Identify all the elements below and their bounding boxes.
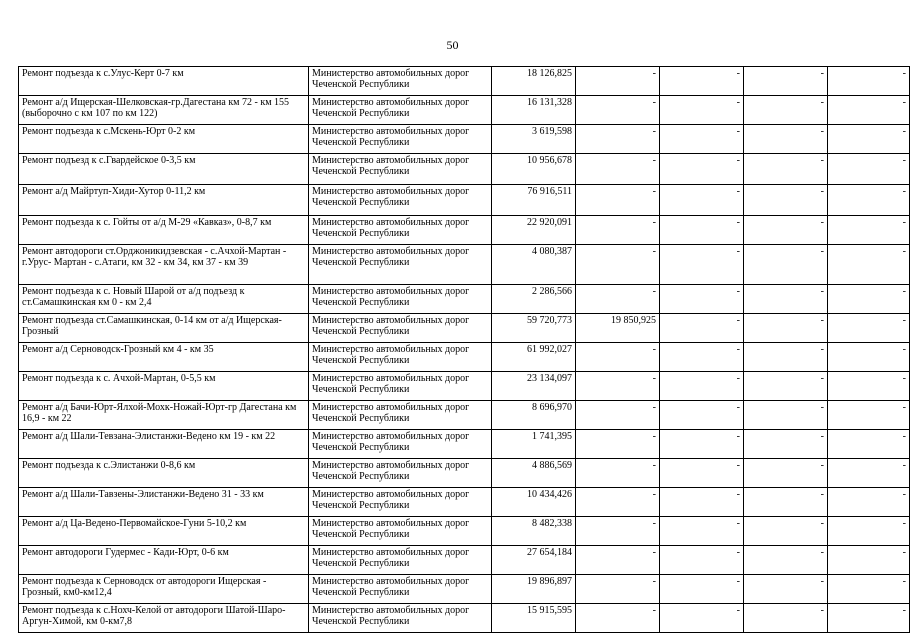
value-cell: - (576, 430, 660, 459)
value-cell: - (828, 401, 910, 430)
value-cell: - (828, 575, 910, 604)
organization-cell: Министерство автомобильных дорог Чеченской Республики (309, 575, 492, 604)
object-name-cell: Ремонт а/д Ищерская-Шелковская-гр.Дагестана км 72 - км 155 (выборочно с км 107 по км 122) (19, 96, 309, 125)
object-name-cell: Ремонт автодороги ст.Орджоникидзевская - с.Ачхой-Мартан - г.Урус- Мартан - с.Атаги, км 32 - км 34, км 37 - км 39 (19, 245, 309, 285)
object-name-cell: Ремонт автодороги Гудермес - Кади-Юрт, 0-6 км (19, 546, 309, 575)
value-cell: - (660, 216, 744, 245)
value-cell: - (744, 575, 828, 604)
value-cell: - (576, 459, 660, 488)
value-cell: - (660, 67, 744, 96)
table-row (19, 245, 910, 285)
value-cell: - (744, 604, 828, 633)
object-name-cell: Ремонт а/д Бачи-Юрт-Ялхой-Мохк-Ножай-Юрт-гр Дагестана км 16,9 - км 22 (19, 401, 309, 430)
object-name-cell: Ремонт а/д Майртуп-Хиди-Хутор 0-11,2 км (19, 185, 309, 216)
value-cell: - (744, 216, 828, 245)
value-cell: - (660, 430, 744, 459)
value-cell: - (828, 546, 910, 575)
table-row (19, 67, 910, 96)
value-cell: - (660, 314, 744, 343)
organization-cell: Министерство автомобильных дорог Чеченской Республики (309, 430, 492, 459)
table-row (19, 185, 910, 216)
value-cell: - (576, 96, 660, 125)
organization-cell: Министерство автомобильных дорог Чеченской Республики (309, 216, 492, 245)
value-cell: - (660, 154, 744, 185)
value-cell: - (828, 285, 910, 314)
value-cell: - (576, 604, 660, 633)
value-cell: 19 850,925 (576, 314, 660, 343)
value-cell: - (744, 343, 828, 372)
amount-cell: 4 886,569 (492, 459, 576, 488)
organization-cell: Министерство автомобильных дорог Чеченской Республики (309, 343, 492, 372)
amount-cell: 27 654,184 (492, 546, 576, 575)
organization-cell: Министерство автомобильных дорог Чеченской Республики (309, 488, 492, 517)
organization-cell: Министерство автомобильных дорог Чеченской Республики (309, 459, 492, 488)
value-cell: - (828, 67, 910, 96)
table-row (19, 517, 910, 546)
value-cell: - (744, 459, 828, 488)
organization-cell: Министерство автомобильных дорог Чеченской Республики (309, 185, 492, 216)
organization-cell: Министерство автомобильных дорог Чеченской Республики (309, 517, 492, 546)
value-cell: - (576, 67, 660, 96)
value-cell: - (828, 245, 910, 285)
object-name-cell: Ремонт подъезда к с.Нохч-Келой от автодороги Шатой-Шаро-Аргун-Химой, км 0-км7,8 (19, 604, 309, 633)
table-row (19, 343, 910, 372)
value-cell: - (828, 604, 910, 633)
amount-cell: 8 696,970 (492, 401, 576, 430)
value-cell: - (744, 372, 828, 401)
organization-cell: Министерство автомобильных дорог Чеченской Республики (309, 285, 492, 314)
value-cell: - (660, 96, 744, 125)
value-cell: - (660, 285, 744, 314)
value-cell: - (660, 343, 744, 372)
value-cell: - (744, 67, 828, 96)
object-name-cell: Ремонт подъезда к с. Гойты от а/д М-29 «Кавказ», 0-8,7 км (19, 216, 309, 245)
value-cell: - (660, 488, 744, 517)
road-repair-table (18, 66, 910, 633)
value-cell: - (744, 430, 828, 459)
value-cell: - (576, 546, 660, 575)
table-row (19, 401, 910, 430)
value-cell: - (744, 401, 828, 430)
organization-cell: Министерство автомобильных дорог Чеченской Республики (309, 125, 492, 154)
table-row (19, 125, 910, 154)
organization-cell: Министерство автомобильных дорог Чеченской Республики (309, 314, 492, 343)
amount-cell: 16 131,328 (492, 96, 576, 125)
object-name-cell: Ремонт а/д Серноводск-Грозный км 4 - км 35 (19, 343, 309, 372)
value-cell: - (828, 185, 910, 216)
amount-cell: 3 619,598 (492, 125, 576, 154)
value-cell: - (576, 575, 660, 604)
object-name-cell: Ремонт подъезда к с.Мскень-Юрт 0-2 км (19, 125, 309, 154)
value-cell: - (744, 96, 828, 125)
value-cell: - (744, 488, 828, 517)
value-cell: - (660, 125, 744, 154)
amount-cell: 8 482,338 (492, 517, 576, 546)
organization-cell: Министерство автомобильных дорог Чеченской Республики (309, 546, 492, 575)
organization-cell: Министерство автомобильных дорог Чеченской Республики (309, 401, 492, 430)
table-row (19, 154, 910, 185)
value-cell: - (576, 216, 660, 245)
value-cell: - (828, 216, 910, 245)
value-cell: - (828, 314, 910, 343)
value-cell: - (576, 517, 660, 546)
value-cell: - (744, 125, 828, 154)
table-row (19, 216, 910, 245)
value-cell: - (744, 245, 828, 285)
object-name-cell: Ремонт подъезда к с. Ачхой-Мартан, 0-5,5 км (19, 372, 309, 401)
value-cell: - (576, 401, 660, 430)
value-cell: - (576, 372, 660, 401)
value-cell: - (660, 546, 744, 575)
value-cell: - (576, 185, 660, 216)
value-cell: - (660, 604, 744, 633)
object-name-cell: Ремонт подъезда ст.Самашкинская, 0-14 км от а/д Ищерская-Грозный (19, 314, 309, 343)
object-name-cell: Ремонт а/д Ца-Ведено-Первомайское-Гуни 5-10,2 км (19, 517, 309, 546)
amount-cell: 2 286,566 (492, 285, 576, 314)
object-name-cell: Ремонт подъезда к с.Элистанжи 0-8,6 км (19, 459, 309, 488)
value-cell: - (660, 575, 744, 604)
table-row (19, 604, 910, 633)
table-row (19, 459, 910, 488)
organization-cell: Министерство автомобильных дорог Чеченской Республики (309, 245, 492, 285)
value-cell: - (744, 285, 828, 314)
amount-cell: 10 434,426 (492, 488, 576, 517)
value-cell: - (660, 372, 744, 401)
value-cell: - (828, 459, 910, 488)
organization-cell: Министерство автомобильных дорог Чеченской Республики (309, 372, 492, 401)
object-name-cell: Ремонт подъезда к с.Улус-Керт 0-7 км (19, 67, 309, 96)
organization-cell: Министерство автомобильных дорог Чеченской Республики (309, 96, 492, 125)
value-cell: - (576, 125, 660, 154)
table-row (19, 96, 910, 125)
object-name-cell: Ремонт подъезд к с.Гвардейское 0-3,5 км (19, 154, 309, 185)
value-cell: - (828, 154, 910, 185)
value-cell: - (576, 343, 660, 372)
value-cell: - (828, 488, 910, 517)
value-cell: - (576, 154, 660, 185)
amount-cell: 1 741,395 (492, 430, 576, 459)
amount-cell: 23 134,097 (492, 372, 576, 401)
value-cell: - (828, 96, 910, 125)
object-name-cell: Ремонт подъезда к Серноводск от автодороги Ищерская - Грозный, км0-км12,4 (19, 575, 309, 604)
value-cell: - (576, 488, 660, 517)
value-cell: - (828, 343, 910, 372)
amount-cell: 15 915,595 (492, 604, 576, 633)
value-cell: - (576, 285, 660, 314)
value-cell: - (744, 517, 828, 546)
value-cell: - (660, 459, 744, 488)
table-row (19, 372, 910, 401)
amount-cell: 10 956,678 (492, 154, 576, 185)
amount-cell: 76 916,511 (492, 185, 576, 216)
object-name-cell: Ремонт а/д Шали-Тавзены-Элистанжи-Ведено 31 - 33 км (19, 488, 309, 517)
value-cell: - (828, 430, 910, 459)
amount-cell: 61 992,027 (492, 343, 576, 372)
value-cell: - (828, 517, 910, 546)
value-cell: - (660, 517, 744, 546)
value-cell: - (660, 185, 744, 216)
value-cell: - (660, 245, 744, 285)
amount-cell: 59 720,773 (492, 314, 576, 343)
value-cell: - (744, 546, 828, 575)
table-row (19, 285, 910, 314)
organization-cell: Министерство автомобильных дорог Чеченской Республики (309, 604, 492, 633)
value-cell: - (828, 372, 910, 401)
table-row (19, 488, 910, 517)
page-number: 50 (446, 38, 459, 52)
table-row (19, 430, 910, 459)
organization-cell: Министерство автомобильных дорог Чеченской Республики (309, 67, 492, 96)
table-row (19, 314, 910, 343)
object-name-cell: Ремонт подъезда к с. Новый Шарой от а/д подъезд к ст.Самашкинская км 0 - км 2,4 (19, 285, 309, 314)
value-cell: - (576, 245, 660, 285)
amount-cell: 19 896,897 (492, 575, 576, 604)
amount-cell: 4 080,387 (492, 245, 576, 285)
value-cell: - (744, 185, 828, 216)
object-name-cell: Ремонт а/д Шали-Тевзана-Элистанжи-Ведено км 19 - км 22 (19, 430, 309, 459)
table-row (19, 546, 910, 575)
value-cell: - (744, 154, 828, 185)
table-row (19, 575, 910, 604)
amount-cell: 18 126,825 (492, 67, 576, 96)
value-cell: - (660, 401, 744, 430)
value-cell: - (828, 125, 910, 154)
amount-cell: 22 920,091 (492, 216, 576, 245)
organization-cell: Министерство автомобильных дорог Чеченской Республики (309, 154, 492, 185)
value-cell: - (744, 314, 828, 343)
